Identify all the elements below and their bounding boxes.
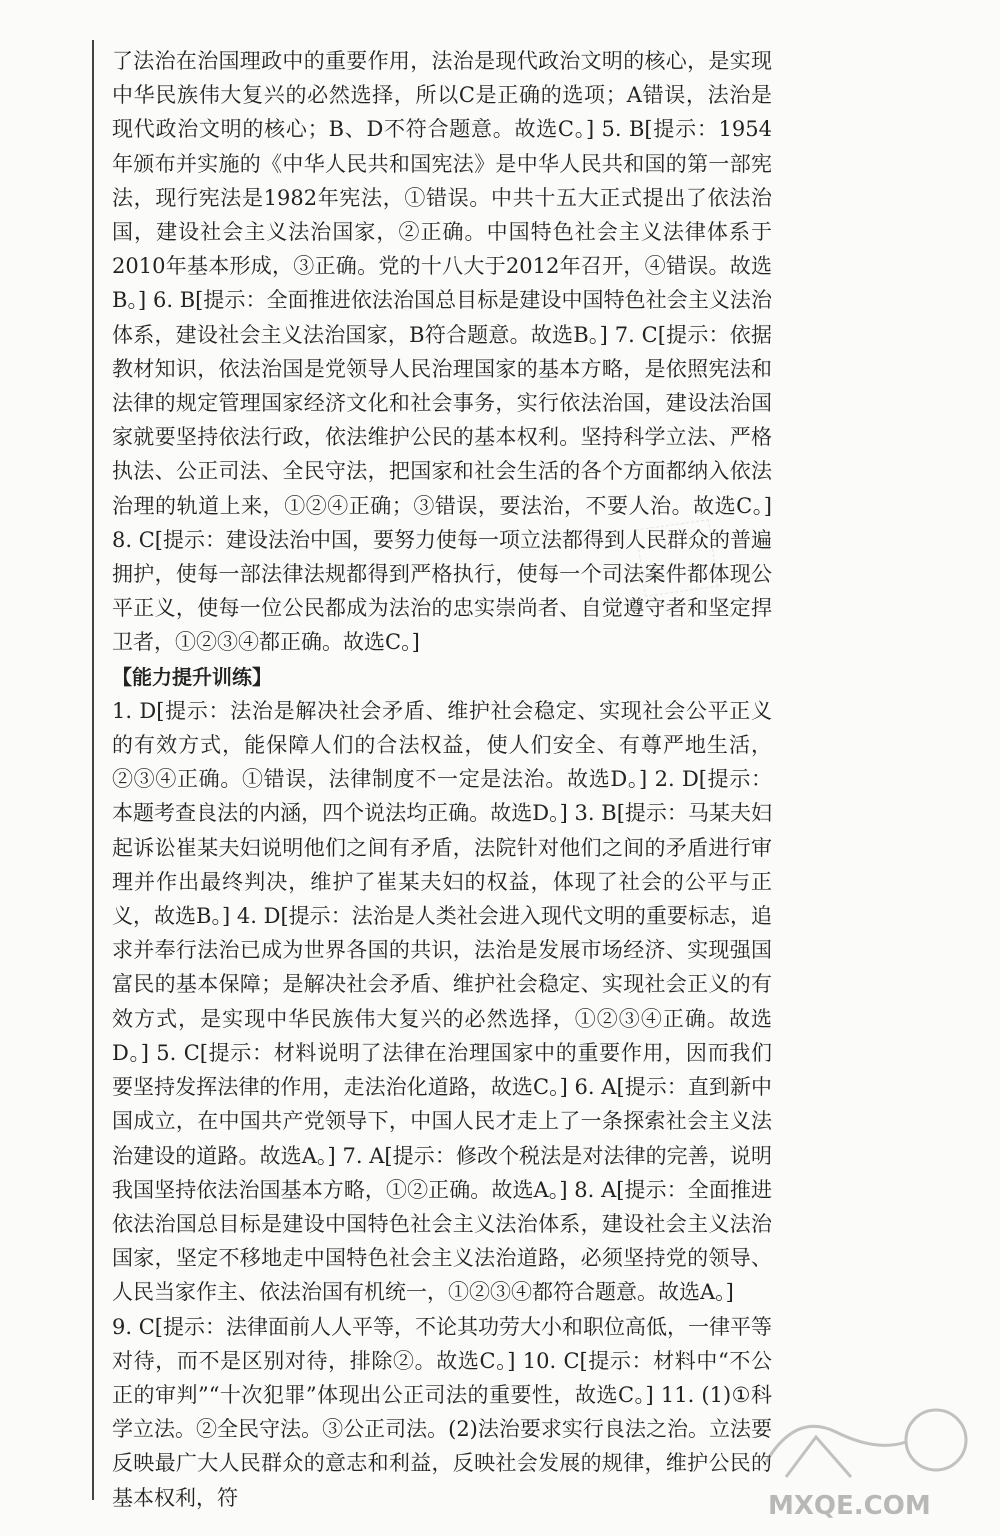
answer-paragraph-1: 了法治在治国理政中的重要作用，法治是现代政治文明的核心，是实现中华民族伟大复兴的必然选择，所以C是正确的选项；A错误，法治是现代政治文明的核心；B、D不符合题意。故选C。] 5. B[提示：1954年颁布并实施的《中华人民共和国宪法》是中华人民共和国的第一部宪法，现行宪法是1982年宪法，①错误。中共十五大正式提出了依法治国，建设社会主义法治国家，②正确。中国特色社会主义法律体系于2010年基本形成，③正确。党的十八大于2012年召开，④错误。故选B。] 6. B[提示：全面推进依法治国总目标是建设中国特色社会主义法治体系，建设社会主义法治国家，B符合题意。故选B。] 7. C[提示：依据教材知识，依法治国是党领导人民治理国家的基本方略，是依照宪法和法律的规定管理国家经济文化和社会事务，实行依法治国，建设法治国家就要坚持依法行政，依法维护公民的基本权利。坚持科学立法、严格执法、公正司法、全民守法，把国家和社会生活的各个方面都纳入依法治理的轨道上来，①②④正确；③错误，要法治，不要人治。故选C。] 8. C[提示：建设法治中国，要努力使每一项立法都得到人民群众的普遍拥护，使每一部法律法规都得到严格执行，使每一个司法案件都体现公平正义，使每一位公民都成为法治的忠实崇尚者、自觉遵守者和坚定捍卫者，①②③④都正确。故选C。] <box>112 49 772 655</box>
answer-paragraph-2: 1. D[提示：法治是解决社会矛盾、维护社会稳定、实现社会公平正义的有效方式，能保障人们的合法权益，使人们安全、有尊严地生活，②③④正确。①错误，法律制度不一定是法治。故选D。] 2. D[提示：本题考查良法的内涵，四个说法均正确。故选D。] 3. B[提示：马某夫妇起诉讼崔某夫妇说明他们之间有矛盾，法院针对他们之间的矛盾进行审理并作出最终判决，维护了崔某夫妇的权益，体现了社会的公平与正义，故选B。] 4. D[提示：法治是人类社会进入现代文明的重要标志，追求并奉行法治已成为世界各国的共识，法治是发展市场经济、实现强国富民的基本保障；是解决社会矛盾、维护社会稳定、实现社会正义的有效方式，是实现中华民族伟大复兴的必然选择，①②③④正确。故选D。] 5. C[提示：材料说明了法律在治理国家中的重要作用，因而我们要坚持发挥法律的作用，走法治化道路，故选C。] 6. A[提示：直到新中国成立，在中国共产党领导下，中国人民才走上了一条探索社会主义法治建设的道路。故选A。] 7. A[提示：修改个税法是对法律的完善，说明我国坚持依法治国基本方略，①②正确。故选A。] 8. A[提示：全面推进依法治国总目标是建设中国特色社会主义法治体系，建设社会主义法治国家，坚定不移地走中国特色社会主义法治道路，必须坚持党的领导、人民当家作主、依法治国有机统一，①②③④都符合题意。故选A。] <box>112 698 772 1305</box>
faint-stamp-mark <box>636 519 719 597</box>
watermark-text: MXQE.COM <box>768 1491 931 1521</box>
margin-rule <box>92 40 94 1500</box>
section-heading: 【能力提升训练】 <box>112 664 272 689</box>
answer-paragraph-3: 9. C[提示：法律面前人人平等，不论其功劳大小和职位高低，一律平等对待，而不是区别对待，排除②。故选C。] 10. C[提示：材料中“不公正的审判”“十次犯罪”体现出公正司法的重要性，故选C。] 11. (1)①科学立法。②全民守法。③公正司法。(2)法治要求实行良法之治。立法要反映最广大人民群众的意志和利益，反映社会发展的规律，维护公民的基本权利，符 <box>112 1314 772 1510</box>
mxqe-watermark-logo <box>756 1392 976 1522</box>
answer-text-column <box>112 44 772 1515</box>
